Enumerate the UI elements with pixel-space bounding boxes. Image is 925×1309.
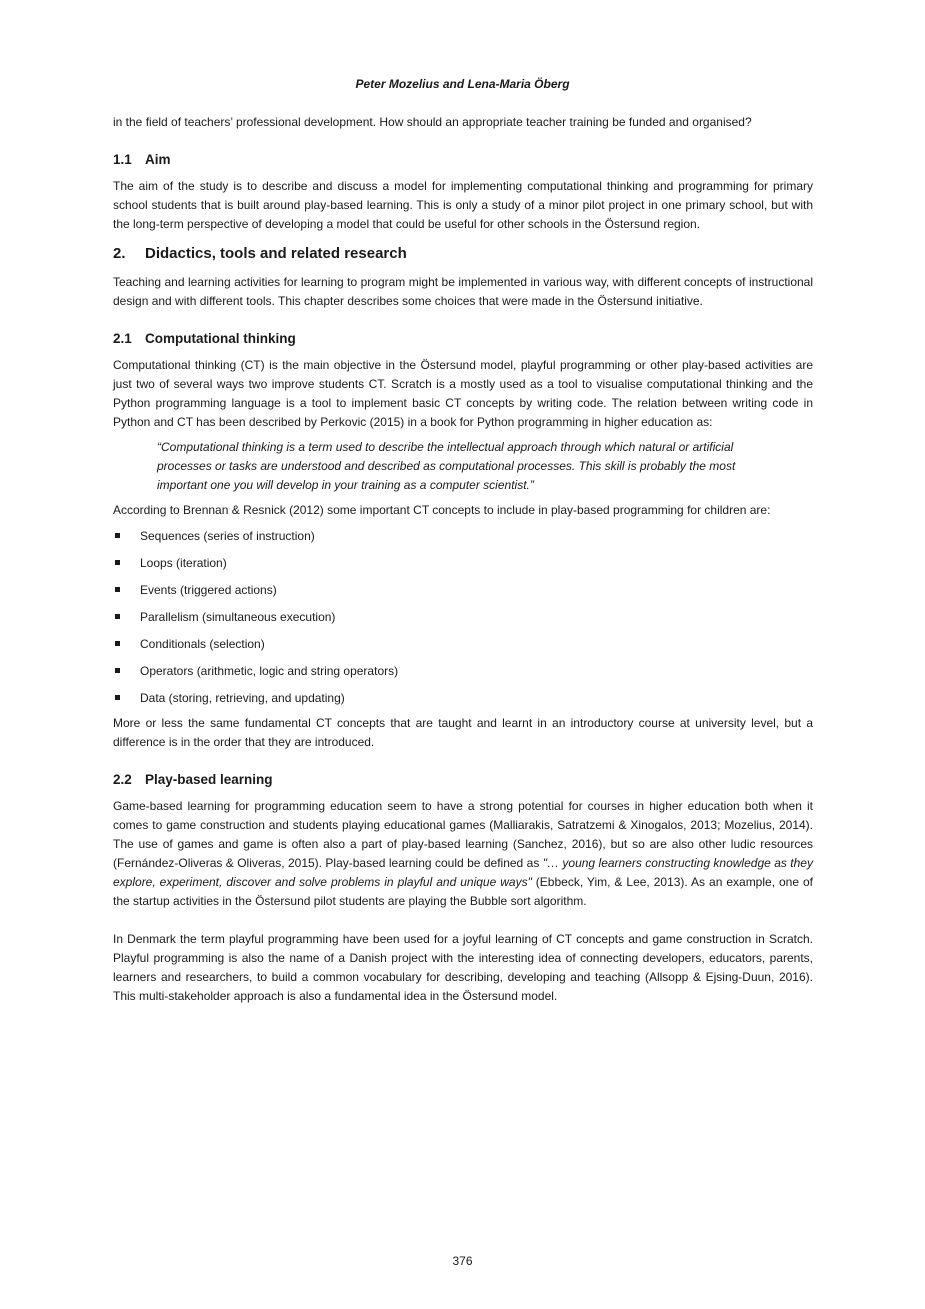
section-heading-play-based [113,770,813,790]
text-span: Game-based learning for programming education seem to have a strong potential for courses in higher education both when it comes to game construction and students playing educational games (Malliarakis, Satratzemi & Xinogalos, 2013; Mozelius, 2014). The use of games and game is often also a part of play-based learning (Sanchez, 2016), but so are also other ludic resources (Fernández-Oliveras & Oliveras, 2015). Play-based learning could be defined as [113,799,813,870]
bullet-icon [115,614,120,619]
section-number: 1.1 [113,152,132,167]
list-item-text: Sequences (series of instruction) [140,529,315,543]
section-heading-aim [113,150,813,170]
bullet-icon [115,587,120,592]
list-item-text: Conditionals (selection) [140,637,265,651]
bullet-icon [115,695,120,700]
section-heading-ct [113,329,813,349]
list-item-text: Operators (arithmetic, logic and string operators) [140,664,399,678]
section-number: 2.1 [113,331,132,346]
aim-paragraph: The aim of the study is to describe and discuss a model for implementing computational thinking and programming for primary school students that is built around play-based learning. This is only a study of a minor pilot project in one primary school, but with the long-term perspective of developing a model that could be useful for other schools in the Östersund region. [113,179,813,231]
list-item-text: Loops (iteration) [140,556,227,570]
bullet-icon [115,560,120,565]
list-item-text: Data (storing, retrieving, and updating) [140,691,345,705]
list-intro: According to Brennan & Resnick (2012) some important CT concepts to include in play-based programming for children are: [113,503,771,517]
ct-concepts-list [113,527,813,708]
ct-paragraph: Computational thinking (CT) is the main objective in the Östersund model, playful programming or other play-based activities are just two of several ways two improve students CT. Scratch is a mostly used as a tool to visualise computational thinking and the Python programming language is a tool to implement basic CT concepts by writing code. The relation between writing code in Python and CT has been described by Perkovic (2015) in a book for Python programming in higher education as: [113,358,813,429]
section-title: Aim [145,152,171,167]
bullet-icon [115,533,120,538]
section-number: 2. [113,245,126,262]
list-item [113,635,813,654]
inline-quote: "… young learners constructing knowledge as they explore, experiment, discover and solve problems in playful and unique ways" [113,856,813,889]
list-item [113,581,813,600]
section-heading-didactics [113,244,813,264]
list-item [113,554,813,573]
list-item [113,608,813,627]
section-number: 2.2 [113,772,132,787]
play-based-paragraph [113,797,813,911]
intro-paragraph: in the field of teachers’ professional development. How should an appropriate teacher training be funded and organised? [113,115,752,129]
text-span: (Ebbeck, Yim, & Lee, 2013). As an example, one of the startup activities in the Östersund pilot students are playing the Bubble sort algorithm. [113,875,814,908]
section-title: Computational thinking [145,331,296,346]
list-item [113,662,813,681]
list-item [113,527,813,546]
playful-programming-paragraph: In Denmark the term playful programming have been used for a joyful learning of CT concepts and game construction in Scratch. Playful programming is also the name of a Danish project with the interesting idea of connecting developers, educators, parents, learners and researchers, to build a common vocabulary for describing, developing and teaching (Allsopp & Ejsing-Duun, 2016). This multi-stakeholder approach is also a fundamental idea in the Östersund model. [113,932,813,1003]
section-title: Didactics, tools and related research [145,245,407,262]
list-item-text: Events (triggered actions) [140,583,277,597]
section-title: Play-based learning [145,772,273,787]
running-header: Peter Mozelius and Lena-Maria Öberg [355,77,570,91]
bullet-icon [115,668,120,673]
list-item [113,689,813,708]
bullet-icon [115,641,120,646]
page-number: 376 [452,1254,473,1268]
didactics-paragraph: Teaching and learning activities for learning to program might be implemented in various way, with different concepts of instructional design and with different tools. This chapter describes some choices that were made in the Östersund initiative. [113,275,813,308]
block-quote: “Computational thinking is a term used to describe the intellectual approach through which natural or artificial processes or tasks are understood and described as computational processes. This skill is probably the most important one you will develop in your training as a computer scientist.” [157,440,736,492]
list-item-text: Parallelism (simultaneous execution) [140,610,336,624]
page-body [113,0,813,1006]
ct-closing-paragraph: More or less the same fundamental CT concepts that are taught and learnt in an introductory course at university level, but a difference is in the order that they are introduced. [113,716,813,749]
